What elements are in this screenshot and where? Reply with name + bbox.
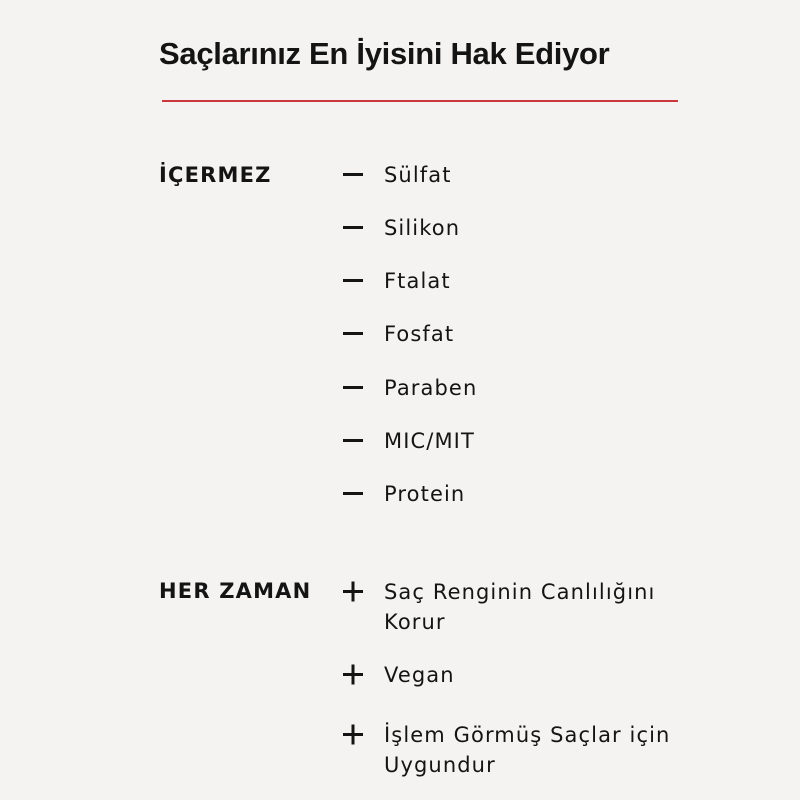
plus-icon (340, 720, 366, 750)
minus-icon (340, 266, 366, 296)
excludes-item-label: Sülfat (384, 163, 452, 187)
plus-icon (340, 577, 366, 607)
excludes-item-label: Paraben (384, 376, 478, 400)
minus-icon (340, 373, 366, 403)
excludes-item-label: Protein (384, 482, 466, 506)
excludes-item-label: MIC/MIT (384, 429, 475, 453)
page-title: Saçlarınız En İyisini Hak Ediyor (159, 36, 610, 71)
excludes-section-label: İÇERMEZ (159, 163, 272, 187)
always-item-label: Vegan (384, 663, 455, 687)
always-item-label: Saç Renginin Canlılığını Korur (384, 580, 656, 634)
always-section-label: HER ZAMAN (159, 579, 312, 603)
minus-icon (340, 160, 366, 190)
minus-icon (340, 319, 366, 349)
excludes-item-label: Ftalat (384, 269, 451, 293)
title-divider (162, 100, 678, 102)
excludes-item-label: Silikon (384, 216, 461, 240)
minus-icon (340, 479, 366, 509)
minus-icon (340, 426, 366, 456)
always-item-label: İşlem Görmüş Saçlar için Uygundur (384, 723, 671, 777)
minus-icon (340, 213, 366, 243)
excludes-item-label: Fosfat (384, 322, 455, 346)
plus-icon (340, 660, 366, 690)
